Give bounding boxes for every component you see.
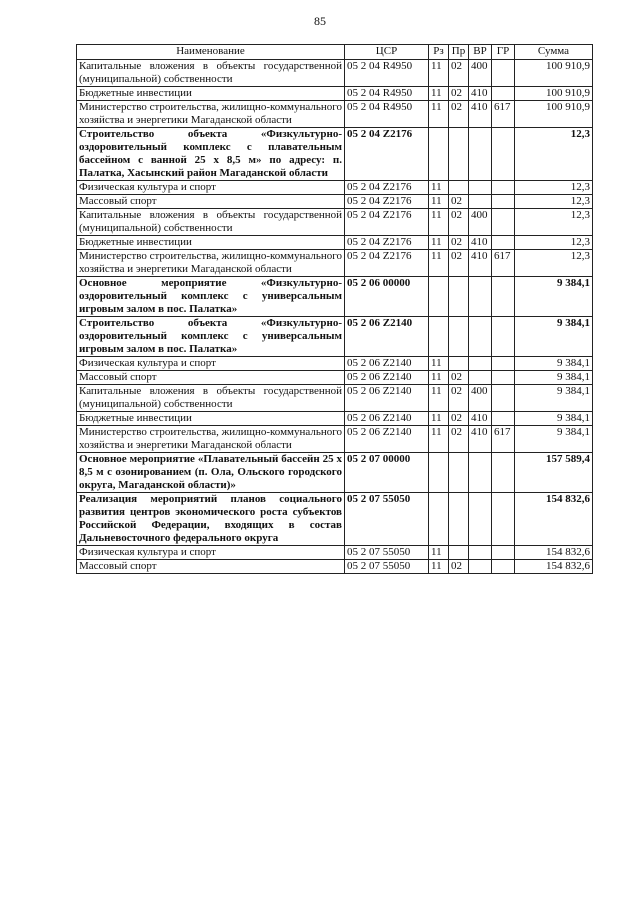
row-vr-cell: 400 bbox=[469, 209, 492, 236]
table-row bbox=[77, 101, 593, 128]
row-pr-cell: 02 bbox=[449, 426, 469, 453]
row-vr-cell bbox=[469, 371, 492, 385]
table-row bbox=[77, 317, 593, 357]
row-name-cell: Основное мероприятие «Плавательный бассейн 25 х 8,5 м с озонированием (п. Ола, Ольского городского округа, Магаданской области)» bbox=[77, 453, 345, 493]
header-pr: Пр bbox=[449, 45, 469, 60]
row-sum-cell: 100 910,9 bbox=[515, 60, 593, 87]
table-row bbox=[77, 236, 593, 250]
table-row bbox=[77, 453, 593, 493]
row-gr-cell bbox=[492, 128, 515, 181]
row-gr-cell: 617 bbox=[492, 250, 515, 277]
row-rz-cell: 11 bbox=[429, 209, 449, 236]
row-csr-cell: 05 2 06 Z2140 bbox=[345, 317, 429, 357]
row-sum-cell: 154 832,6 bbox=[515, 560, 593, 574]
row-name-cell: Капитальные вложения в объекты государственной (муниципальной) собственности bbox=[77, 60, 345, 87]
row-csr-cell: 05 2 06 00000 bbox=[345, 277, 429, 317]
row-rz-cell: 11 bbox=[429, 357, 449, 371]
row-name-cell: Физическая культура и спорт bbox=[77, 181, 345, 195]
table-header-row bbox=[77, 45, 593, 60]
row-rz-cell bbox=[429, 317, 449, 357]
row-csr-cell: 05 2 04 Z2176 bbox=[345, 128, 429, 181]
table-row bbox=[77, 357, 593, 371]
row-vr-cell bbox=[469, 128, 492, 181]
row-rz-cell bbox=[429, 277, 449, 317]
row-rz-cell bbox=[429, 493, 449, 546]
budget-table bbox=[76, 44, 593, 574]
row-name-cell: Массовый спорт bbox=[77, 560, 345, 574]
table-row bbox=[77, 385, 593, 412]
row-pr-cell bbox=[449, 546, 469, 560]
row-csr-cell: 05 2 04 Z2176 bbox=[345, 236, 429, 250]
row-csr-cell: 05 2 06 Z2140 bbox=[345, 412, 429, 426]
table-row bbox=[77, 412, 593, 426]
table-row bbox=[77, 128, 593, 181]
row-sum-cell: 12,3 bbox=[515, 128, 593, 181]
row-rz-cell: 11 bbox=[429, 87, 449, 101]
row-name-cell: Массовый спорт bbox=[77, 195, 345, 209]
row-name-cell: Основное мероприятие «Физкультурно-оздоровительный комплекс с универсальным игровым залом в пос. Палатка» bbox=[77, 277, 345, 317]
row-rz-cell: 11 bbox=[429, 412, 449, 426]
table-row bbox=[77, 181, 593, 195]
row-sum-cell: 9 384,1 bbox=[515, 317, 593, 357]
header-gr: ГР bbox=[492, 45, 515, 60]
row-vr-cell bbox=[469, 317, 492, 357]
row-csr-cell: 05 2 04 Z2176 bbox=[345, 181, 429, 195]
row-csr-cell: 05 2 06 Z2140 bbox=[345, 426, 429, 453]
row-sum-cell: 154 832,6 bbox=[515, 546, 593, 560]
row-name-cell: Бюджетные инвестиции bbox=[77, 236, 345, 250]
row-pr-cell: 02 bbox=[449, 371, 469, 385]
row-gr-cell bbox=[492, 412, 515, 426]
row-rz-cell: 11 bbox=[429, 236, 449, 250]
row-gr-cell bbox=[492, 209, 515, 236]
row-csr-cell: 05 2 06 Z2140 bbox=[345, 357, 429, 371]
table-body bbox=[77, 60, 593, 574]
row-gr-cell bbox=[492, 60, 515, 87]
row-rz-cell: 11 bbox=[429, 385, 449, 412]
row-csr-cell: 05 2 04 R4950 bbox=[345, 101, 429, 128]
row-gr-cell bbox=[492, 453, 515, 493]
row-sum-cell: 9 384,1 bbox=[515, 426, 593, 453]
row-gr-cell bbox=[492, 277, 515, 317]
row-csr-cell: 05 2 04 R4950 bbox=[345, 87, 429, 101]
header-sum: Сумма bbox=[515, 45, 593, 60]
row-rz-cell: 11 bbox=[429, 181, 449, 195]
row-pr-cell: 02 bbox=[449, 250, 469, 277]
row-gr-cell: 617 bbox=[492, 101, 515, 128]
row-vr-cell bbox=[469, 357, 492, 371]
row-vr-cell: 410 bbox=[469, 412, 492, 426]
row-name-cell: Строительство объекта «Физкультурно-оздоровительный комплекс с универсальным игровым залом в пос. Палатка» bbox=[77, 317, 345, 357]
row-name-cell: Бюджетные инвестиции bbox=[77, 412, 345, 426]
row-vr-cell bbox=[469, 560, 492, 574]
row-vr-cell bbox=[469, 277, 492, 317]
row-sum-cell: 12,3 bbox=[515, 250, 593, 277]
row-pr-cell bbox=[449, 181, 469, 195]
table-row bbox=[77, 546, 593, 560]
row-sum-cell: 9 384,1 bbox=[515, 412, 593, 426]
row-gr-cell bbox=[492, 560, 515, 574]
row-csr-cell: 05 2 07 55050 bbox=[345, 560, 429, 574]
row-name-cell: Министерство строительства, жилищно-коммунального хозяйства и энергетики Магаданской области bbox=[77, 101, 345, 128]
row-pr-cell: 02 bbox=[449, 195, 469, 209]
row-rz-cell: 11 bbox=[429, 560, 449, 574]
row-gr-cell bbox=[492, 371, 515, 385]
row-name-cell: Капитальные вложения в объекты государственной (муниципальной) собственности bbox=[77, 209, 345, 236]
table-row bbox=[77, 195, 593, 209]
row-name-cell: Капитальные вложения в объекты государственной (муниципальной) собственности bbox=[77, 385, 345, 412]
row-vr-cell bbox=[469, 195, 492, 209]
row-name-cell: Массовый спорт bbox=[77, 371, 345, 385]
row-vr-cell bbox=[469, 493, 492, 546]
header-csr: ЦСР bbox=[345, 45, 429, 60]
row-pr-cell bbox=[449, 128, 469, 181]
table-row bbox=[77, 60, 593, 87]
row-gr-cell bbox=[492, 195, 515, 209]
row-rz-cell: 11 bbox=[429, 546, 449, 560]
row-pr-cell: 02 bbox=[449, 560, 469, 574]
row-name-cell: Строительство объекта «Физкультурно-оздоровительный комплекс с плавательным бассейном с ванной 25 х 8,5 м» по адресу: п. Палатка, Хасынский район Магаданской области bbox=[77, 128, 345, 181]
row-vr-cell: 410 bbox=[469, 250, 492, 277]
row-sum-cell: 100 910,9 bbox=[515, 101, 593, 128]
row-vr-cell: 410 bbox=[469, 87, 492, 101]
row-vr-cell bbox=[469, 546, 492, 560]
page-number: 85 bbox=[314, 14, 326, 28]
row-gr-cell bbox=[492, 317, 515, 357]
table-row bbox=[77, 87, 593, 101]
row-csr-cell: 05 2 07 55050 bbox=[345, 493, 429, 546]
row-csr-cell: 05 2 04 Z2176 bbox=[345, 195, 429, 209]
row-csr-cell: 05 2 06 Z2140 bbox=[345, 371, 429, 385]
row-vr-cell: 400 bbox=[469, 385, 492, 412]
row-pr-cell bbox=[449, 277, 469, 317]
row-vr-cell: 410 bbox=[469, 426, 492, 453]
row-name-cell: Министерство строительства, жилищно-коммунального хозяйства и энергетики Магаданской области bbox=[77, 250, 345, 277]
row-pr-cell: 02 bbox=[449, 209, 469, 236]
row-rz-cell: 11 bbox=[429, 250, 449, 277]
row-sum-cell: 9 384,1 bbox=[515, 357, 593, 371]
row-pr-cell: 02 bbox=[449, 385, 469, 412]
table-row bbox=[77, 209, 593, 236]
row-pr-cell bbox=[449, 453, 469, 493]
row-pr-cell: 02 bbox=[449, 87, 469, 101]
row-pr-cell: 02 bbox=[449, 101, 469, 128]
table-row bbox=[77, 250, 593, 277]
table-row bbox=[77, 426, 593, 453]
row-pr-cell bbox=[449, 317, 469, 357]
row-pr-cell: 02 bbox=[449, 60, 469, 87]
table-row bbox=[77, 371, 593, 385]
row-pr-cell bbox=[449, 357, 469, 371]
row-gr-cell bbox=[492, 357, 515, 371]
row-name-cell: Физическая культура и спорт bbox=[77, 546, 345, 560]
row-sum-cell: 12,3 bbox=[515, 209, 593, 236]
row-vr-cell bbox=[469, 453, 492, 493]
table-row bbox=[77, 277, 593, 317]
row-sum-cell: 12,3 bbox=[515, 181, 593, 195]
row-name-cell: Реализация мероприятий планов социального развития центров экономического роста субъектов Российской Федерации, входящих в состав Дальневосточного федерального округа bbox=[77, 493, 345, 546]
header-name: Наименование bbox=[77, 45, 345, 60]
row-gr-cell: 617 bbox=[492, 426, 515, 453]
row-pr-cell bbox=[449, 493, 469, 546]
row-gr-cell bbox=[492, 87, 515, 101]
row-name-cell: Бюджетные инвестиции bbox=[77, 87, 345, 101]
row-rz-cell: 11 bbox=[429, 101, 449, 128]
row-gr-cell bbox=[492, 181, 515, 195]
row-gr-cell bbox=[492, 546, 515, 560]
header-vr: ВР bbox=[469, 45, 492, 60]
row-sum-cell: 157 589,4 bbox=[515, 453, 593, 493]
row-csr-cell: 05 2 04 Z2176 bbox=[345, 209, 429, 236]
row-csr-cell: 05 2 04 R4950 bbox=[345, 60, 429, 87]
row-vr-cell: 400 bbox=[469, 60, 492, 87]
row-csr-cell: 05 2 07 00000 bbox=[345, 453, 429, 493]
row-gr-cell bbox=[492, 236, 515, 250]
row-rz-cell bbox=[429, 453, 449, 493]
row-rz-cell: 11 bbox=[429, 426, 449, 453]
row-rz-cell: 11 bbox=[429, 371, 449, 385]
row-sum-cell: 154 832,6 bbox=[515, 493, 593, 546]
row-rz-cell: 11 bbox=[429, 195, 449, 209]
row-rz-cell bbox=[429, 128, 449, 181]
row-csr-cell: 05 2 04 Z2176 bbox=[345, 250, 429, 277]
row-sum-cell: 9 384,1 bbox=[515, 385, 593, 412]
row-vr-cell: 410 bbox=[469, 236, 492, 250]
table-row bbox=[77, 493, 593, 546]
row-sum-cell: 9 384,1 bbox=[515, 277, 593, 317]
row-rz-cell: 11 bbox=[429, 60, 449, 87]
row-gr-cell bbox=[492, 493, 515, 546]
row-vr-cell: 410 bbox=[469, 101, 492, 128]
table-row bbox=[77, 560, 593, 574]
row-csr-cell: 05 2 07 55050 bbox=[345, 546, 429, 560]
row-sum-cell: 100 910,9 bbox=[515, 87, 593, 101]
row-name-cell: Министерство строительства, жилищно-коммунального хозяйства и энергетики Магаданской области bbox=[77, 426, 345, 453]
row-sum-cell: 12,3 bbox=[515, 236, 593, 250]
header-rz: Рз bbox=[429, 45, 449, 60]
row-sum-cell: 12,3 bbox=[515, 195, 593, 209]
row-name-cell: Физическая культура и спорт bbox=[77, 357, 345, 371]
row-sum-cell: 9 384,1 bbox=[515, 371, 593, 385]
row-csr-cell: 05 2 06 Z2140 bbox=[345, 385, 429, 412]
row-pr-cell: 02 bbox=[449, 236, 469, 250]
row-gr-cell bbox=[492, 385, 515, 412]
row-pr-cell: 02 bbox=[449, 412, 469, 426]
row-vr-cell bbox=[469, 181, 492, 195]
